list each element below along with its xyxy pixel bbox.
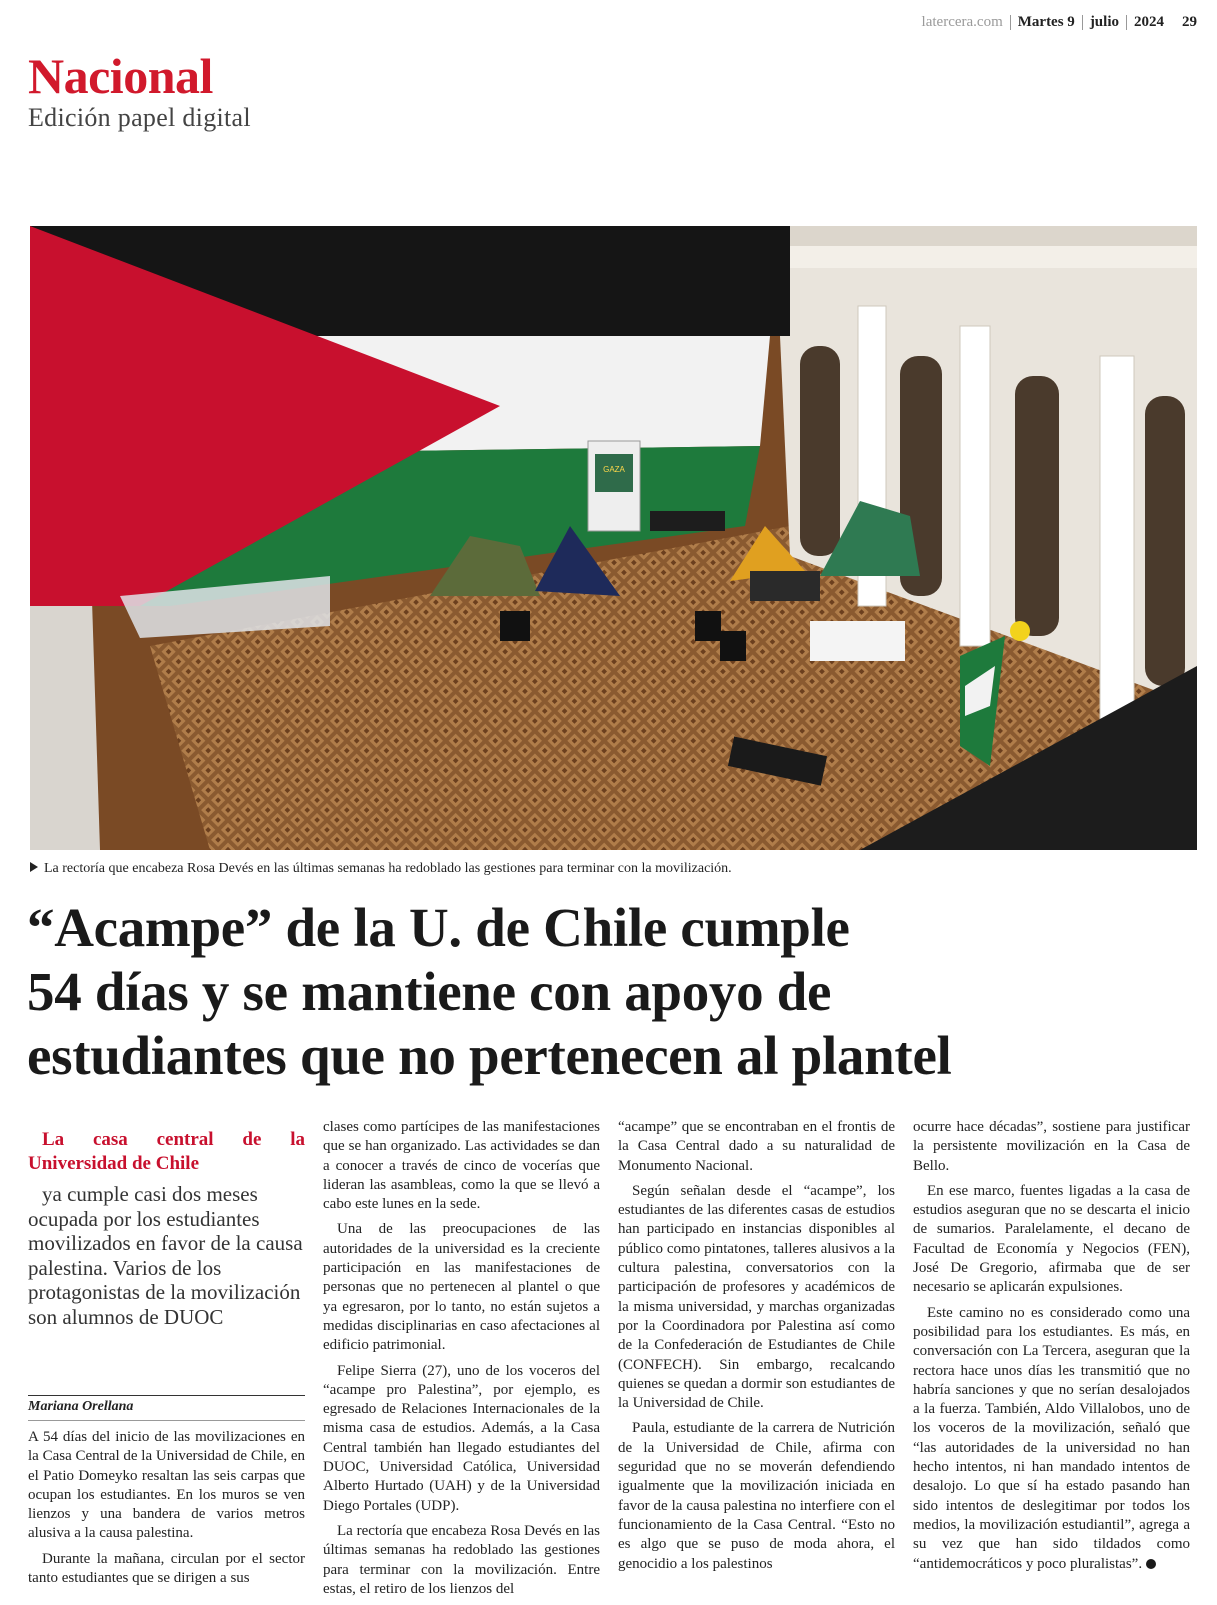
- paragraph: A 54 días del inicio de las movilizaciones en la Casa Central de la Universidad de Chile, en el Patio Domeyko resaltan las seis carpas que ocupan los estudiantes. En los muros se ven lienzos y una bandera de varios metros alusiva a la causa palestina.: [28, 1429, 305, 1542]
- paragraph: La rectoría que encabeza Rosa Devés en las últimas semanas ha redoblado las gestiones para terminar con la movilización. Entre estas, el retiro de los lienzos del: [323, 1522, 600, 1597]
- header-divider: [1082, 15, 1083, 30]
- article-column-2: [323, 1118, 600, 1605]
- article-column-4: [913, 1118, 1190, 1580]
- header-month: julio: [1089, 13, 1119, 30]
- byline: Mariana Orellana: [28, 1399, 134, 1414]
- paragraph: “acampe” que se encontraban en el frontis de la Casa Central dado a su naturalidad de Monumento Nacional.: [618, 1119, 895, 1174]
- article-column-1: [28, 1428, 305, 1594]
- caption-marker-icon: [30, 862, 38, 872]
- gaza-sign-text: GAZA: [603, 465, 625, 474]
- headline-line: “Acampe” de la U. de Chile cumple: [27, 897, 850, 958]
- end-of-article-icon: [1146, 1559, 1156, 1569]
- header-year: 2024: [1134, 13, 1164, 30]
- page-number: 29: [1182, 13, 1197, 30]
- headline-line: estudiantes que no pertenecen al plantel: [27, 1025, 952, 1086]
- header-divider: [1010, 15, 1011, 30]
- paragraph: Según señalan desde el “acampe”, los estudiantes de las diferentes casas de estudios han participado en instancias disponibles al público como pintatones, talleres alusivos a la cultura palestina, conversatorios con la participación de profesores y académicos de la misma universidad, y marchas organizadas por la Coordinadora por Palestina así como de la Confederación de Estudiantes de Chile (CONFECH). Sin embargo, recalcando quienes se quedan a dormir son estudiantes de la Universidad de Chile.: [618, 1182, 896, 1412]
- paragraph: clases como partícipes de las manifestaciones que se han organizado. Las actividades se dan a conocer a través de cinco de vocerías que lideran las asambleas, como la que se llevó a cabo este lunes en la sede.: [323, 1119, 600, 1213]
- byline-divider: [28, 1420, 305, 1421]
- site-name: latercera.com: [921, 13, 1003, 30]
- article-column-3: [618, 1118, 895, 1580]
- header-day: Martes 9: [1017, 13, 1075, 30]
- paragraph: Felipe Sierra (27), uno de los voceros del “acampe pro Palestina”, por ejemplo, es egresado de Relaciones Internacionales de la misma casa de estudios. Además, a la Casa Central también han llegado estudiantes del DUOC, Universidad Católica, Universidad Alberto Hurtado (UAH) y de la Universidad Diego Portales (UDP).: [323, 1362, 600, 1514]
- paragraph: En ese marco, fuentes ligadas a la casa de estudios aseguran que no se descarta el inicio de sumarios. Paralelamente, el decano de Facultad de Economía y Negocios (FEN), José De Gregorio, afirmaba que de ser necesario se aplicarán expulsiones.: [913, 1182, 1190, 1296]
- headline: [27, 896, 1197, 1088]
- header-divider: [1126, 15, 1127, 30]
- lead-summary: [28, 1128, 305, 1335]
- headline-line: 54 días y se mantiene con apoyo de: [27, 961, 832, 1022]
- paragraph: Una de las preocupaciones de las autoridades de la universidad es la creciente participación en las manifestaciones de personas que no pertenecen al plantel o que ya egresaron, por lo tanto, no están sujetos a medidas disciplinarias en caso afectaciones al edificio patrimonial.: [323, 1221, 600, 1354]
- lead-text: ya cumple casi dos meses ocupada por los estudiantes movilizados en favor de la causa palestina. Varios de los protagonistas de la movilización son alumnos de DUOC: [28, 1182, 303, 1329]
- paragraph-text: Este camino no es considerado como una posibilidad para los estudiantes. Es más, en conversación con La Tercera, aseguran que la rectora hace unos días les transmitió que no habría sanciones y que no serían desalojados a la fuerza. También, Aldo Villalobos, uno de los voceros de la movilización, señaló que “las autoridades de la universidad no han hecho intentos, ni han mandado intentos de desalojo. Lo que sí ha estado pasando han sido intentos de deslegitimar por todos los medios, la movilización estudiantil”, agrega a su vez que han sido tildados como “antidemocráticos y poco pluralistas”.: [913, 1304, 1190, 1572]
- paragraph: Paula, estudiante de la carrera de Nutrición de la Universidad de Chile, afirma con seguridad que no se moverán defendiendo igualmente que la movilización iniciada en favor de la causa palestina no interfiere con el funcionamiento de la Casa Central. “Esto no es algo que se puso de moda ahora, el genocidio a los palestinos: [618, 1420, 895, 1572]
- page-header: [922, 12, 1197, 32]
- section-title: Nacional: [28, 48, 213, 104]
- byline-divider: [28, 1395, 305, 1396]
- lead-highlight: La casa central de la Universidad de Chile: [28, 1129, 305, 1174]
- caption-text: La rectoría que encabeza Rosa Devés en las últimas semanas ha redoblado las gestiones para terminar con la movilización.: [44, 861, 732, 876]
- edition-label: Edición papel digital: [28, 103, 251, 132]
- paragraph: Durante la mañana, circulan por el sector tanto estudiantes que se dirigen a sus: [28, 1550, 305, 1587]
- paragraph: ocurre hace décadas”, sostiene para justificar la persistente movilización en la Casa de Bello.: [913, 1119, 1190, 1174]
- photo-caption: [30, 860, 1190, 878]
- paragraph: [913, 1304, 1190, 1574]
- article-photo: [30, 226, 1197, 850]
